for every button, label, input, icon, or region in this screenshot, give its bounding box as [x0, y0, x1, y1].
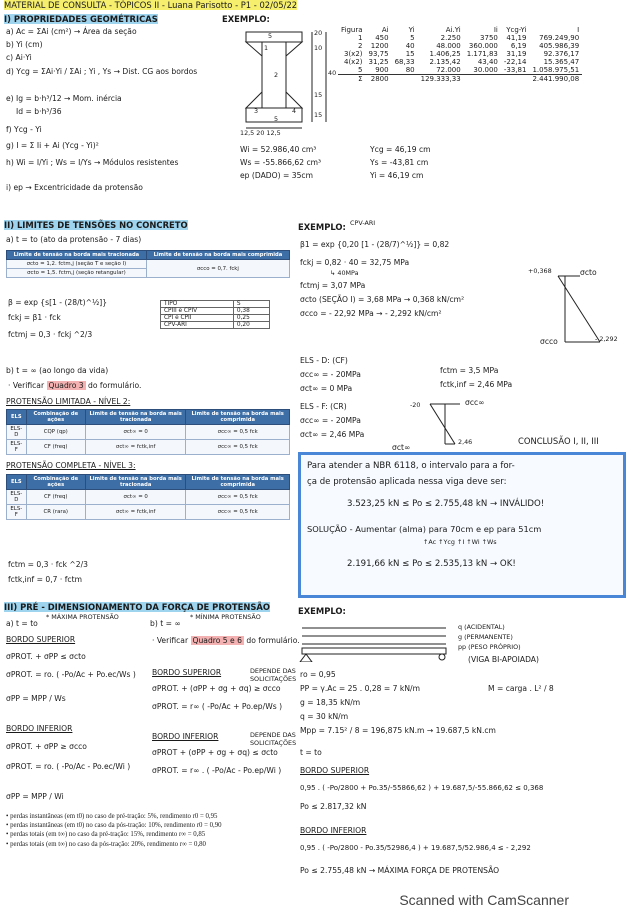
table-cell: -22,14: [503, 58, 527, 66]
load-label: pp (PESO PRÓPRIO): [458, 643, 521, 651]
list-item-text: perdas instantâneas (em t0) no caso de pré-tração: 5%, rendimento r0 = 0,95: [10, 813, 218, 820]
text-note: * MÁXIMA PROTENSÃO: [46, 613, 119, 621]
text-line: a) t = to: [6, 619, 38, 628]
formula-line: σcco = - 22,92 MPa → - 2,292 kN/cm²: [300, 309, 442, 318]
text-line: Id = b·h³/36: [16, 107, 62, 116]
quadro-ref: Quadro 3: [48, 381, 84, 390]
list-item: • perdas instantâneas (em t0) no caso da pós-tração: 10%, rendimento r0 = 0,90: [6, 822, 222, 830]
table-header: Limite de tensão na borda mais tracionada: [85, 475, 185, 490]
table-header-row: [161, 301, 270, 308]
table-cell: [501, 75, 530, 84]
subheading: BORDO INFERIOR: [6, 724, 73, 733]
table-cell: Σ: [358, 75, 363, 83]
conclusion: CONCLUSÃO I, II, III: [518, 436, 599, 446]
text-line: d) Ycg = ΣAi·Yi / ΣAi ; Yi , Ys → Dist. CG aos bordos: [6, 67, 198, 76]
text-line: h) Wi = I/Yi ; Ws = I/Ys → Módulos resistentes: [6, 158, 179, 167]
table-cell: 3(x2): [344, 50, 363, 58]
table-header: Figura: [341, 26, 363, 34]
formula-line: Po ≤ 2.817,32 kN: [300, 802, 367, 811]
table-row: [7, 260, 290, 269]
text-line: c) Ai·Yi: [6, 53, 32, 62]
list-item-text: perdas instantâneas (em t0) no caso da pós-tração: 10%, rendimento r0 = 0,90: [10, 822, 222, 830]
formula-line: σPROT. + σPP ≥ σcco: [6, 742, 87, 751]
table-cell: 2.441.990,08: [532, 75, 580, 83]
formula-line: ELS - D: (CF): [300, 356, 348, 365]
table-cell: ELS-F: [7, 440, 27, 455]
subheading: BORDO SUPERIOR: [152, 668, 222, 677]
formula-line: σct∞ = 2,46 MPa: [300, 430, 365, 439]
formula-line: β = exp {s[1 - (28/t)^½]}: [8, 298, 108, 307]
table-cell: 6,19: [510, 42, 527, 50]
formula-line: fctm = 3,5 MPa: [440, 366, 499, 375]
formula-line: fctm = 0,3 · fck ^2/3: [8, 560, 88, 569]
table-cell: 405.986,39: [539, 42, 580, 50]
table-row: [7, 490, 290, 505]
table-header: S: [233, 301, 269, 308]
table-cell: σct∞ = fctk,inf: [85, 440, 185, 455]
table-cell: 0,20: [233, 322, 269, 329]
table-cell: 92.376,17: [543, 50, 580, 58]
box-line: Para atender a NBR 6118, o intervalo para a for-: [307, 461, 515, 471]
list-item: • perdas totais (em t∞) no caso da pré-tração: 15%, rendimento r∞ = 0,85: [6, 831, 206, 839]
text-line: g) I = Σ Ii + Ai (Ycg - Yi)²: [6, 141, 99, 150]
diagram-label: - 2,292: [595, 335, 618, 343]
table-cell: CR (rara): [26, 505, 85, 520]
table-cell: ELS-F: [7, 505, 27, 520]
formula-line: σPROT. = ro. ( -Po/Ac + Po.ec/Ws ): [6, 670, 136, 679]
table-header-row: [338, 26, 582, 34]
table-cell: CPI e CPII: [161, 315, 234, 322]
formula-line: PP = γ.Ac = 25 . 0,28 = 7 kN/m: [300, 684, 420, 693]
els-complete-table: [6, 474, 290, 520]
part-number: 4: [292, 107, 297, 115]
table-cell: σcto = 1,5. fctm,j (seção retangular): [7, 269, 147, 278]
formula-line: 0,95 . ( -Po/2800 - Po.35/52986,4 ) + 19.687,5/52.986,4 ≤ - 2,292: [300, 844, 531, 852]
table-row: [338, 50, 582, 58]
table-header: Combinação de ações: [26, 410, 85, 425]
table-cell: 15.365,47: [543, 58, 580, 66]
diagram-label: σcc∞: [465, 398, 485, 407]
table-cell: σct∞ = 0: [85, 490, 185, 505]
text-fragment: · Verificar: [152, 636, 189, 645]
subheading: PROTENSÃO COMPLETA - NÍVEL 3:: [6, 461, 136, 470]
table-header: Yi: [408, 26, 415, 34]
text-line: a) Ac = ΣAi (cm²) → Área da seção: [6, 27, 137, 36]
table-cell: 2.250: [440, 34, 461, 42]
box-line: ça de protensão aplicada nessa viga deve ser:: [307, 477, 507, 487]
table-row: [338, 34, 582, 42]
formula-line: σcc∞ = - 20MPa: [300, 370, 361, 379]
formula-line: Mpp = 7.15² / 8 = 196,875 kN.m → 19.687,5 kN.cm: [300, 726, 496, 735]
table-cell: 129.333,33: [420, 75, 461, 83]
document-title: MATERIAL DE CONSULTA - TÓPICOS II - Luana Parisotto - P1 - 02/05/22: [4, 0, 298, 10]
table-header: Limite de tensão na borda mais comprimida: [186, 475, 290, 490]
table-cell: CQP (qp): [26, 425, 85, 440]
table-cell: σct∞ = 0: [85, 425, 185, 440]
diagram-label: σcco: [540, 337, 558, 346]
list-item: • perdas instantâneas (em t0) no caso de pré-tração: 5%, rendimento r0 = 0,95: [6, 813, 218, 820]
formula-note: ↳ 40MPa: [330, 269, 359, 277]
formula-line: Po ≤ 2.755,48 kN → MÁXIMA FORÇA DE PROTENSÃO: [300, 866, 500, 875]
dim-label: 10: [314, 44, 323, 52]
table-cell: 15: [405, 50, 415, 58]
table-cell: σcc∞ = 0,5 fck: [186, 425, 290, 440]
table-header: ELS: [7, 410, 27, 425]
formula-line: ELS - F: (CR): [300, 402, 347, 411]
section-title-limits: II) LIMITES DE TENSÕES NO CONCRETO: [4, 220, 188, 230]
table-cell: 40: [405, 42, 415, 50]
els-limited-table: [6, 409, 290, 455]
box-line: 3.523,25 kN ≤ Po ≤ 2.755,48 kN → INVÁLIDO!: [347, 499, 545, 509]
dim-label: 40: [328, 69, 337, 77]
formula-line: σPP = MPP / Wi: [6, 792, 64, 801]
diagram-label: 2,46: [458, 438, 473, 446]
table-cell: 31,25: [368, 58, 389, 66]
dim-label: 12,5 20 12,5: [240, 129, 281, 137]
cement-type-table: [160, 300, 270, 329]
table-header: Ycg-Yi: [506, 26, 527, 34]
table-header: Ai: [381, 26, 389, 34]
table-header: Ai.Yi: [445, 26, 461, 34]
table-cell: [392, 75, 418, 84]
table-cell: 1: [358, 34, 363, 42]
text-line: b) Yi (cm): [6, 40, 43, 49]
table-cell: 5: [410, 34, 415, 42]
table-cell: 93,75: [368, 50, 389, 58]
load-label: g (PERMANENTE): [458, 633, 513, 641]
table-header-row: [7, 251, 290, 260]
nbr-verification-box: [298, 452, 626, 598]
table-header: Combinação de ações: [26, 475, 85, 490]
formula-line: fctk,inf = 2,46 MPa: [440, 380, 513, 389]
table-cell: 41,19: [506, 34, 527, 42]
table-row: [7, 505, 290, 520]
table-cell: σcc∞ = 0,5 fck: [186, 440, 290, 455]
table-cell: CPV-ARI: [161, 322, 234, 329]
table-header: Ii: [493, 26, 498, 34]
stress-limit-table: [6, 250, 290, 278]
geometry-table: [338, 26, 582, 83]
table-header-row: [7, 475, 290, 490]
list-item-text: perdas totais (em t∞) no caso da pré-tração: 15%, rendimento r∞ = 0,85: [10, 831, 206, 839]
load-label: (VIGA BI-APOIADA): [468, 655, 539, 664]
table-cell: 68,33: [394, 58, 415, 66]
subheading: BORDO INFERIOR: [152, 732, 219, 741]
losses-list: [6, 812, 222, 849]
formula-line: fckj = β1 · fck: [8, 313, 61, 322]
formula-line: ro = 0,95: [300, 670, 336, 679]
text-line: [8, 381, 141, 390]
table-row: [7, 440, 290, 455]
formula-line: σPROT + (σPP + σg + σq) ≤ σcto: [152, 748, 278, 757]
table-cell: CPIII e CPIV: [161, 308, 234, 315]
table-cell: 43,40: [477, 58, 498, 66]
section-title-geometric: I) PROPRIEDADES GEOMÉTRICAS: [4, 14, 158, 24]
box-line: SOLUÇÃO - Aumentar (alma) para 70cm e ep para 51cm: [307, 524, 542, 534]
table-header: Limite de tensão na borda mais comprimida: [186, 410, 290, 425]
table-cell: 30.000: [473, 66, 498, 74]
dim-label: 20: [314, 29, 323, 37]
formula-line: β1 = exp {0,20 [1 - (28/7)^½]} = 0,82: [300, 240, 450, 249]
table-header: Limite de tensão na borda mais tracionada: [85, 410, 185, 425]
table-row: [338, 58, 582, 66]
table-row: [161, 308, 270, 315]
diagram-label: σct∞: [392, 443, 411, 452]
table-cell: 2.135,42: [429, 58, 461, 66]
formula-line: M = carga . L² / 8: [488, 684, 554, 693]
formula-line: fctmj = 0,3 · fckj ^2/3: [8, 330, 93, 339]
text-fragment: do formulário.: [246, 636, 300, 645]
table-header: Limite de tensão na borda mais comprimida: [146, 251, 289, 260]
part-number: 1: [264, 44, 269, 52]
table-header-row: [7, 410, 290, 425]
table-cell: 1.058.975,51: [532, 66, 580, 74]
table-cell: σcco = 0,7. fckj: [146, 260, 289, 278]
i-section-drawing: [230, 26, 340, 136]
table-cell: CF (freq): [26, 490, 85, 505]
table-cell: 48.000: [436, 42, 461, 50]
table-row: [338, 66, 582, 75]
table-cell: 72.000: [436, 66, 461, 74]
load-label: q (ACIDENTAL): [458, 623, 505, 631]
result-line: Wi = 52.986,40 cm³: [240, 145, 317, 154]
table-row: [161, 315, 270, 322]
text-line: f) Ycg - Yi: [6, 125, 42, 134]
formula-note: DEPENDE DAS SOLICITAÇÕES: [250, 667, 297, 683]
table-cell: 31,19: [506, 50, 527, 58]
text-line: b) t = ∞: [150, 619, 181, 628]
diagram-label: σcto: [580, 268, 597, 277]
table-cell: σcc∞ = 0,5 fck: [186, 505, 290, 520]
example-label: EXEMPLO:: [298, 222, 346, 232]
table-cell: 450: [375, 34, 389, 42]
section-title-predimension: III) PRÉ - DIMENSIONAMENTO DA FORÇA DE PROTENSÃO: [4, 602, 270, 612]
table-cell: -33,81: [503, 66, 527, 74]
table-cell: [464, 75, 501, 84]
table-cell: CF (freq): [26, 440, 85, 455]
text-note: * MÍNIMA PROTENSÃO: [190, 613, 261, 621]
text-line: t = to: [300, 748, 322, 757]
table-cell: 769.249,90: [539, 34, 580, 42]
subheading: PROTENSÃO LIMITADA - NÍVEL 2:: [6, 397, 131, 406]
table-header: ELS: [7, 475, 27, 490]
table-header: Limite de tensão na borda mais tracionada: [7, 251, 147, 260]
list-item-text: perdas totais (em t∞) no caso da pós-tração: 20%, rendimento r∞ = 0,80: [10, 840, 206, 848]
cement-label: CPV-ARI: [350, 219, 376, 227]
table-cell: 2800: [370, 75, 389, 83]
table-cell: 5: [358, 66, 363, 74]
table-cell: 0,25: [233, 315, 269, 322]
part-number: 2: [274, 71, 279, 79]
table-total-row: [338, 75, 582, 84]
box-line: 2.191,66 kN ≤ Po ≤ 2.535,13 kN → OK!: [347, 559, 516, 569]
table-cell: σct∞ = fctk,inf: [85, 505, 185, 520]
table-row: [7, 425, 290, 440]
table-cell: 360.000: [468, 42, 498, 50]
formula-line: σcc∞ = - 20MPa: [300, 416, 361, 425]
diagram-label: +0,368: [528, 267, 552, 275]
table-cell: 0,38: [233, 308, 269, 315]
formula-line: σPP = MPP / Ws: [6, 694, 66, 703]
formula-line: σcto (SEÇÃO I) = 3,68 MPa → 0,368 kN/cm²: [300, 295, 465, 304]
table-cell: 1200: [370, 42, 389, 50]
formula-line: fctk,inf = 0,7 · fctm: [8, 575, 82, 584]
text-line: e) Ig = b·h³/12 → Mom. inércia: [6, 94, 122, 103]
list-item: • perdas totais (em t∞) no caso da pós-tração: 20%, rendimento r∞ = 0,80: [6, 840, 206, 848]
formula-line: σPROT. = ro. ( -Po/Ac - Po.ec/Wi ): [6, 762, 131, 771]
subheading: BORDO SUPERIOR: [300, 766, 370, 775]
formula-line: 0,95 . ( -Po/2800 + Po.35/-55866,62 ) + 19.687,5/-55.866,62 ≤ 0,368: [300, 784, 544, 792]
formula-line: fckj = 0,82 · 40 = 32,75 MPa: [300, 258, 410, 267]
table-cell: σcc∞ = 0,5 fck: [186, 490, 290, 505]
text-fragment: do formulário.: [88, 381, 142, 390]
table-cell: 1.171,83: [466, 50, 498, 58]
part-number: 3: [254, 107, 259, 115]
beam-drawing: [296, 620, 456, 662]
example-label: EXEMPLO:: [298, 606, 346, 616]
formula-line: σPROT. = r∞ ( -Po/Ac + Po.ep/Ws ): [152, 702, 283, 711]
formula-line: σPROT. + (σPP + σg + σq) ≥ σcco: [152, 684, 281, 693]
text-line: a) t = to (ato da protensão - 7 dias): [6, 235, 142, 244]
formula-note: DEPENDE DAS SOLICITAÇÕES: [250, 731, 297, 747]
box-note: ↑Ac ↑Ycg ↑I ↑Wi ↑Ws: [423, 538, 497, 546]
result-line: Ws = -55.866,62 cm³: [240, 158, 322, 167]
text-line: [152, 636, 300, 645]
text-line: i) ep → Excentricidade da protensão: [6, 183, 143, 192]
result-line: Yi = 46,19 cm: [370, 171, 424, 180]
table-cell: σcto = 1,2. fctm,j (seção T e seção I): [7, 260, 147, 269]
formula-line: σPROT. = r∞ . ( -Po/Ac - Po.ep/Wi ): [152, 766, 282, 775]
quadro-ref: Quadro 5 e 6: [192, 636, 242, 645]
diagram-label: -20: [410, 401, 421, 409]
text-fragment: · Verificar: [8, 381, 45, 390]
table-cell: 900: [375, 66, 389, 74]
table-cell: ELS-D: [7, 490, 27, 505]
table-row: [161, 322, 270, 329]
formula-line: σct∞ = 0 MPa: [300, 384, 353, 393]
formula-line: q = 30 kN/m: [300, 712, 349, 721]
dim-label: 15: [314, 91, 323, 99]
formula-line: σPROT. + σPP ≤ σcto: [6, 652, 86, 661]
table-header: I: [577, 26, 580, 34]
result-line: Ys = -43,81 cm: [370, 158, 429, 167]
formula-line: g = 18,35 kN/m: [300, 698, 361, 707]
table-cell: 80: [405, 66, 415, 74]
table-cell: 1.406,25: [429, 50, 461, 58]
formula-line: fctmj = 3,07 MPa: [300, 281, 366, 290]
table-cell: 4(x2): [344, 58, 363, 66]
result-line: Ycg = 46,19 cm: [370, 145, 431, 154]
dim-label: 15: [314, 111, 323, 119]
table-cell: 3750: [480, 34, 498, 42]
table-row: [338, 42, 582, 50]
table-header: TIPO: [161, 301, 234, 308]
table-cell: ELS-D: [7, 425, 27, 440]
table-cell: 2: [358, 42, 363, 50]
scanner-watermark: Scanned with CamScanner: [399, 892, 569, 908]
part-number: 5: [274, 115, 279, 123]
text-line: b) t = ∞ (ao longo da vida): [6, 366, 109, 375]
result-line: ep (DADO) = 35cm: [240, 171, 313, 180]
subheading: BORDO SUPERIOR: [6, 635, 76, 644]
subheading: BORDO INFERIOR: [300, 826, 367, 835]
dim-label: 5: [268, 32, 273, 40]
example-label: EXEMPLO:: [222, 14, 270, 24]
